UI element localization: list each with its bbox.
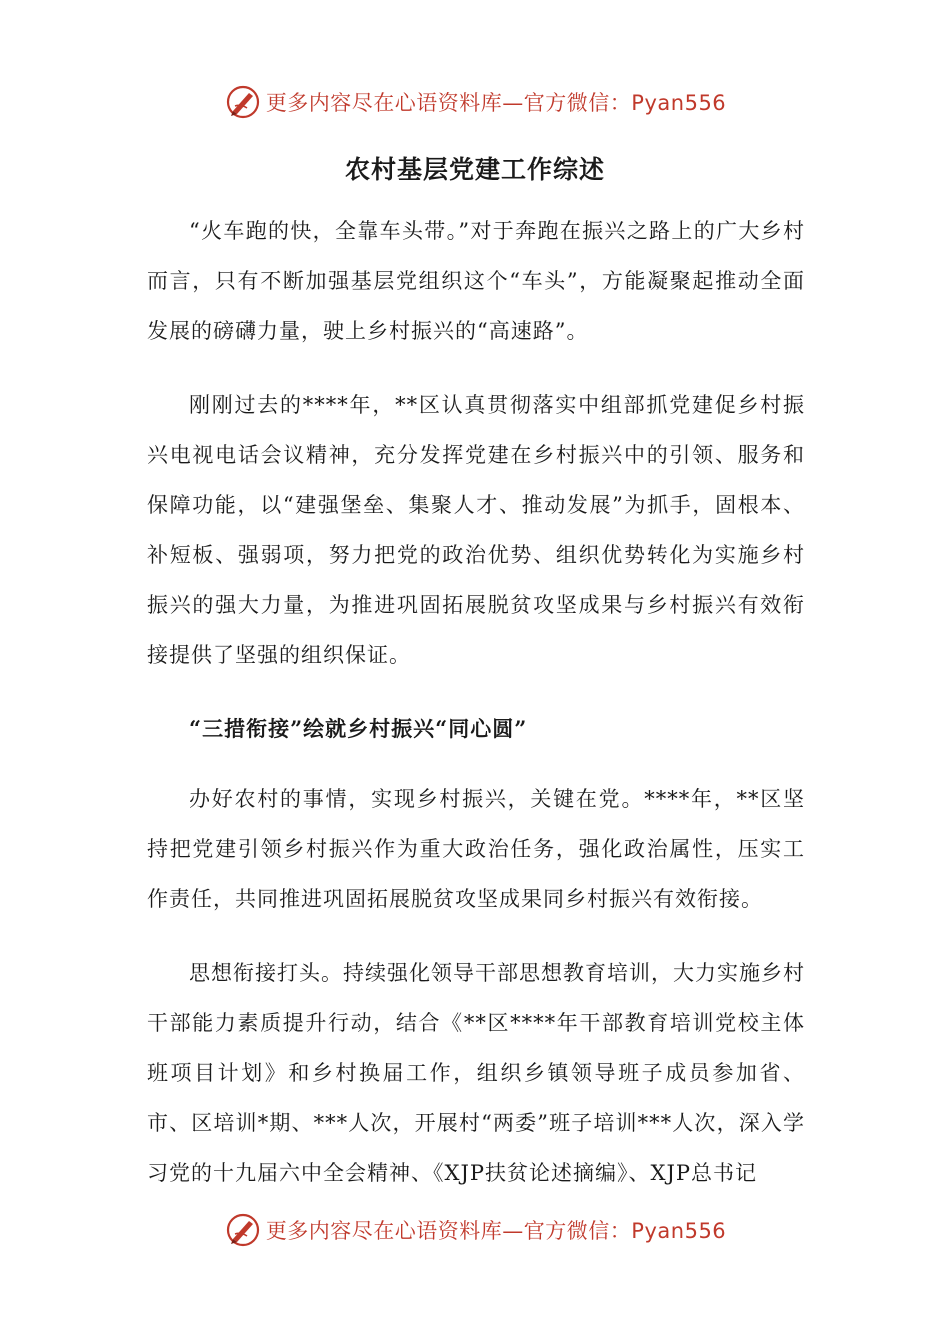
paragraph-thought-connection: 思想衔接打头。持续强化领导干部思想教育培训，大力实施乡村干部能力素质提升行动，结合《**区****年干部教育培训党校主体班项目计划》和乡村换届工作，组织乡镇领导班子成员参加省、市、区培训*期、***人次，开展村“两委”班子培训***人次，深入学习党的十九届六中全会精神、《XJP扶贫论述摘编》、XJP总书记 [147,961,805,1185]
section-heading: “三措衔接”绘就乡村振兴“同心圆” [189,716,528,741]
document-body [147,206,805,1222]
paragraph-overview: 刚刚过去的****年，**区认真贯彻落实中组部抓党建促乡村振兴电视电话会议精神，充分发挥党建在乡村振兴中的引领、服务和保障功能，以“建强堡垒、集聚人才、推动发展”为抓手，固根本、补短板、强弱项，努力把党的政治优势、组织优势转化为实施乡村振兴的强大力量，为推进巩固拓展脱贫攻坚成果与乡村振兴有效衔接提供了坚强的组织保证。 [147,393,805,667]
footer-watermark-banner [0,1208,950,1252]
paragraph-intro: “火车跑的快，全靠车头带。”对于奔跑在振兴之路上的广大乡村而言，只有不断加强基层党组织这个“车头”，方能凝聚起推动全面发展的磅礴力量，驶上乡村振兴的“高速路”。 [147,219,805,343]
paragraph-section-intro: 办好农村的事情，实现乡村振兴，关键在党。****年，**区坚持把党建引领乡村振兴作为重大政治任务，强化政治属性，压实工作责任，共同推进巩固拓展脱贫攻坚成果同乡村振兴有效衔接。 [147,787,805,911]
header-watermark-banner [0,80,950,124]
pen-logo-icon [224,83,262,121]
document-title: 农村基层党建工作综述 [344,155,605,184]
header-banner-text: 更多内容尽在心语资料库—官方微信：Pyan556 [265,91,727,115]
pen-logo-icon [224,1211,262,1249]
footer-banner-text: 更多内容尽在心语资料库—官方微信：Pyan556 [265,1219,727,1243]
